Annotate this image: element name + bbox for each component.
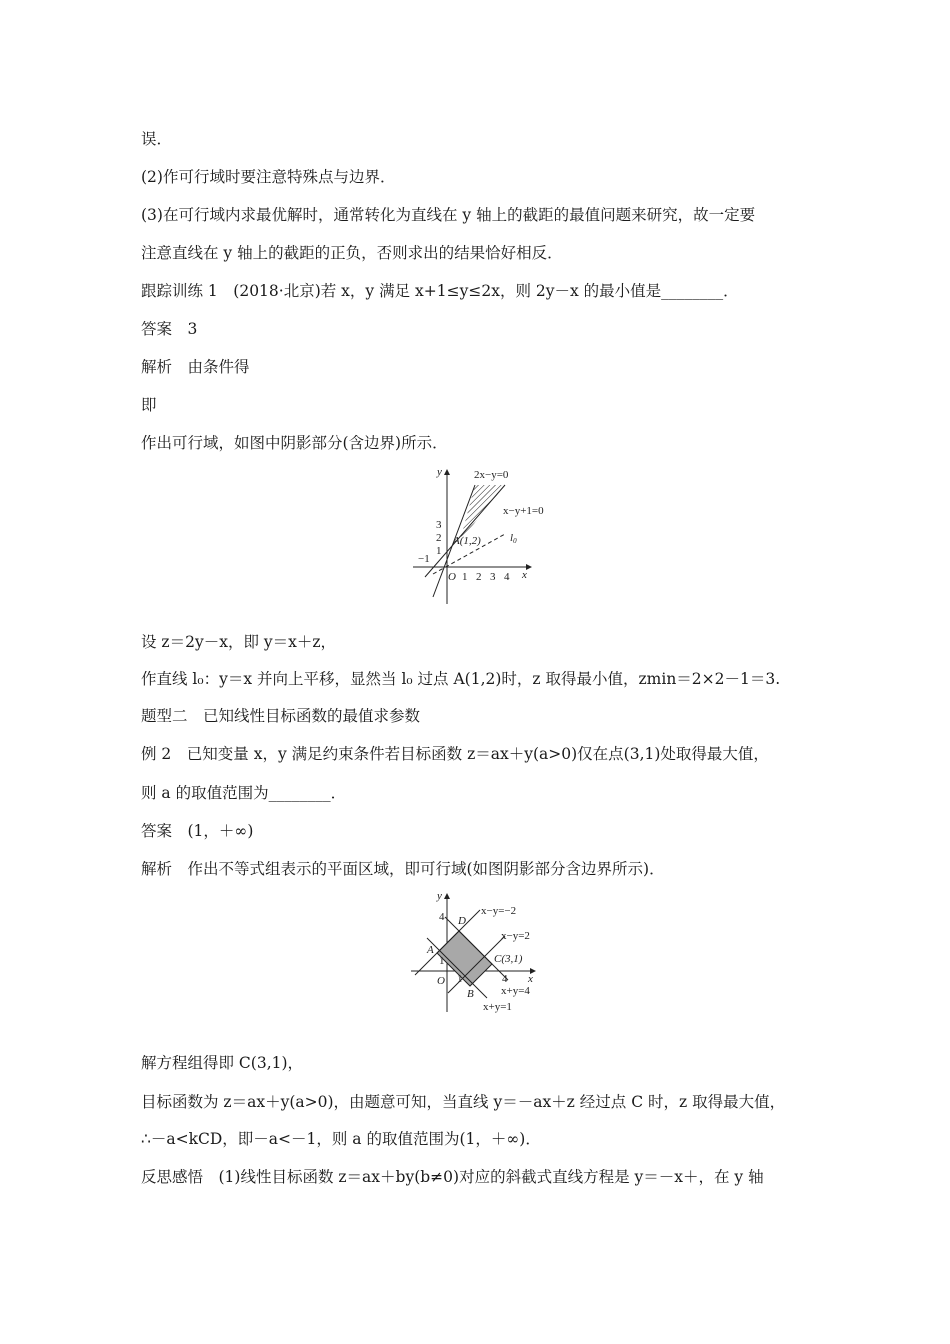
point-label-A: A [427,944,434,956]
tick-y-3: 3 [436,519,442,531]
example-2-line-1: 例 2 已知变量 x，y 满足约束条件若目标函数 z＝ax＋y(a>0)仅在点(3,1)处取得最大值， [141,745,769,763]
text-line-feasible: 作出可行域，如图中阴影部分(含边界)所示． [141,434,448,452]
text-line-ji: 即 [141,396,157,414]
tick-x-4: 4 [502,973,508,985]
text-line-solve: 解方程组得即 C(3,1)， [141,1054,304,1072]
text-line-set-z: 设 z＝2y－x，即 y＝x＋z， [141,633,337,651]
answer-2-line: 答案 (1，＋∞) [141,822,254,840]
text-line-objective: 目标函数为 z＝ax＋y(a>0)，由题意可知，当直线 y＝－ax＋z 经过点 C 时，z 取得最大值， [141,1093,786,1111]
example-2-line-2: 则 a 的取值范围为________． [141,784,347,802]
line-label-x-y-neg2: x−y=−2 [481,905,517,917]
figure-2 [405,886,555,1016]
text-line-2: (2)作可行域时要注意特殊点与边界． [141,168,396,186]
y-axis-label: y [437,466,442,478]
tick-y-1: 1 [439,955,445,967]
point-label-B: B [467,988,474,1000]
point-label-D: D [458,915,466,927]
section-title: 题型二 已知线性目标函数的最值求参数 [141,707,421,725]
line-label-x-y+1: x−y+1=0 [503,505,544,517]
analysis-line: 解析 由条件得 [141,358,250,376]
tick-y-4: 4 [439,911,445,923]
line-x-y+1 [425,485,505,577]
tick-neg-1: −1 [418,553,430,565]
feasible-region [437,931,492,986]
text-line-therefore: ∴－a<kCD，即－a<－1，则 a 的取值范围为(1，＋∞)． [141,1130,541,1148]
l0-label: l0 [510,532,517,545]
exercise-line: 跟踪训练 1 (2018·北京)若 x，y 满足 x+1≤y≤2x，则 2y－x 的最小值是________． [141,282,739,300]
tick-x-2: 2 [476,571,482,583]
text-line-3: (3)在可行域内求最优解时，通常转化为直线在 y 轴上的截距的最值问题来研究，故一定要 [141,206,756,224]
origin-label: O [448,571,456,583]
analysis-2-line: 解析 作出不等式组表示的平面区域，即可行域(如图阴影部分含边界所示)． [141,860,665,878]
tick-y-1: 1 [436,545,442,557]
tick-x-1: 1 [462,571,468,583]
point-label-C: C(3,1) [494,953,523,965]
origin-label: O [437,975,445,987]
tick-x-4: 4 [504,571,510,583]
x-axis-label: x [522,569,527,581]
text-line-reflection: 反思感悟 (1)线性目标函数 z＝ax＋by(b≠0)对应的斜截式直线方程是 y＝－x＋，在 y 轴 [141,1168,764,1186]
answer-line: 答案 3 [141,320,198,338]
point-label-A: A(1,2) [453,535,481,547]
text-line-4: 注意直线在 y 轴上的截距的正负，否则求出的结果恰好相反． [141,244,563,262]
tick-x-3: 3 [490,571,496,583]
text-line-l0: 作直线 l₀：y＝x 并向上平移，显然当 l₀ 过点 A(1,2)时，z 取得最小值，zmin＝2×2－1＝3. [141,670,781,688]
y-axis-label: y [437,890,442,902]
tick-x-1: 1 [457,973,463,985]
text-line-1: 误． [141,130,173,148]
line-label-x+y-4: x+y=4 [501,985,530,997]
line-label-x-y-2: x−y=2 [501,930,530,942]
line-label-2x-y: 2x−y=0 [474,469,509,481]
line-label-x+y-1: x+y=1 [483,1001,512,1013]
x-axis-label: x [528,973,533,985]
figure-1 [405,462,555,608]
tick-y-2: 2 [436,532,442,544]
